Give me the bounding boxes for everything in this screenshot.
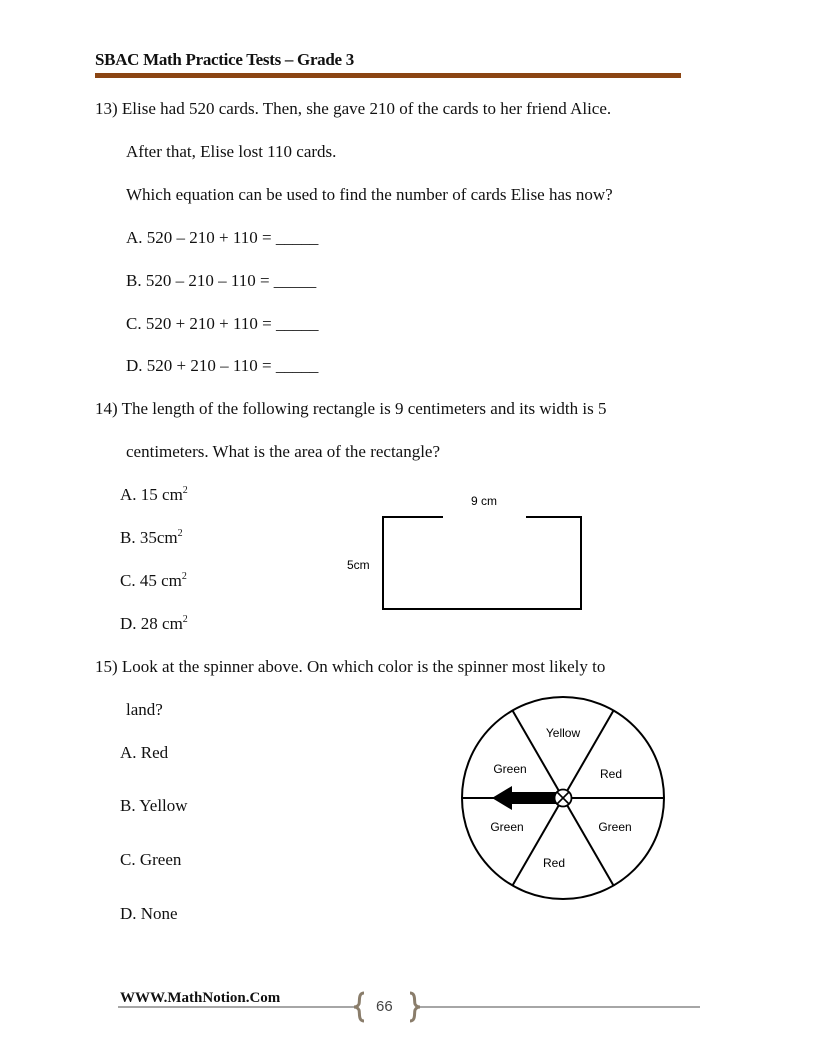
right-brace-icon xyxy=(410,993,420,1021)
q14-option-d: D. 28 $cm^2$ xyxy=(120,614,188,633)
left-brace-icon xyxy=(354,993,364,1021)
q13-text-line2: After that, Elise lost 110 cards. xyxy=(126,142,337,161)
footer-url: WWW.MathNotion.Com xyxy=(120,990,281,1006)
spinner-figure xyxy=(455,690,675,910)
spinner-center-icon xyxy=(555,790,572,807)
header-title: SBAC Math Practice Tests – Grade 3 xyxy=(95,50,354,69)
rectangle-length-label: 9 cm xyxy=(470,494,498,508)
q14-option-b: B. $35cm^2$ xyxy=(120,528,183,547)
footer-decoration xyxy=(118,988,702,1028)
q15-text-line2: land? xyxy=(126,700,163,719)
q15-option-c: C. Green xyxy=(120,850,182,869)
spinner-sector-label: Green xyxy=(598,820,632,834)
q13-option-d: D. 520 + 210 – 110 = _____ xyxy=(126,356,319,375)
rectangle-shape xyxy=(383,517,581,609)
q15-option-d: D. None xyxy=(120,904,178,923)
q13-text-line3: Which equation can be used to find the number of cards Elise has now? xyxy=(126,185,613,204)
spinner-sector-label: Green xyxy=(493,762,527,776)
q13-option-b: B. 520 – 210 – 110 = _____ xyxy=(126,271,317,290)
q15-option-a: A. Red xyxy=(120,743,169,762)
spinner-arrow-icon xyxy=(492,786,556,810)
header-rule xyxy=(95,73,681,78)
q15-text-line1: 15) Look at the spinner above. On which color is the spinner most likely to xyxy=(95,657,606,676)
q13-option-c: C. 520 + 210 + 110 = _____ xyxy=(126,314,319,333)
rectangle-width-label: 5cm xyxy=(347,558,370,572)
page-number: 66 xyxy=(376,998,393,1015)
spinner-sector-label: Red xyxy=(542,856,566,870)
spinner-sector-label: Red xyxy=(599,767,623,781)
q14-option-a: A. 15 $cm^2$ xyxy=(120,485,188,504)
q14-text-line2: centimeters. What is the area of the rectangle? xyxy=(126,442,441,461)
spinner-sector-label: Yellow xyxy=(545,726,581,740)
spinner-sector-label: Green xyxy=(490,820,524,834)
q15-option-b: B. Yellow xyxy=(120,796,188,815)
q14-option-c: C. 45 $cm^2$ xyxy=(120,571,187,590)
rectangle-figure xyxy=(340,488,600,618)
q13-text-line1: 13) Elise had 520 cards. Then, she gave 210 of the cards to her friend Alice. xyxy=(95,99,612,118)
q13-option-a: A. 520 – 210 + 110 = _____ xyxy=(126,228,319,247)
q14-text-line1: 14) The length of the following rectangle is 9 centimeters and its width is 5 xyxy=(95,399,607,418)
